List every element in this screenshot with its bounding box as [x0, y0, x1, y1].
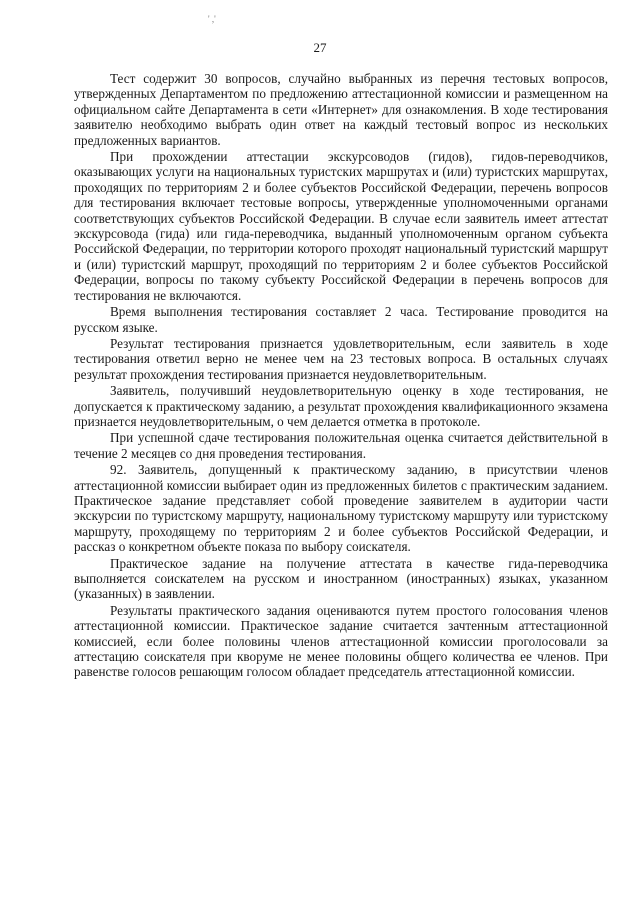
page-number: 27 [313, 40, 327, 55]
paragraph-guide-interpreter-task: Практическое задание на получение аттестата в качестве гида-переводчика выполняется соискателем на русском и иностранном (иностранных) языках, указанном (указанных) в заявлении. [74, 555, 608, 602]
paragraph-result-validity: При успешной сдаче тестирования положительная оценка считается действительной в течение 2 месяцев со дня проведения тестирования. [74, 430, 608, 461]
scan-mark: ' ,' [208, 14, 216, 24]
paragraph-practical-task: 92. Заявитель, допущенный к практическому заданию, в присутствии членов аттестационной комиссии выбирает один из предложенных билетов с практическим заданием. Практическое задание представляет собой проведение заявителем в аудитории части экскурсии по туристскому маршруту, национальному туристскому маршруту или туристскому маршруту, проходящему по территориям 2 и более субъектов Российской Федерации, и рассказ о конкретном объекте показа по выбору соискателя. [74, 462, 608, 555]
paragraph-test-result: Результат тестирования признается удовлетворительным, если заявитель в ходе тестирования ответил верно не менее чем на 23 тестовых вопроса. В остальных случаях результат прохождения тестирования признается неудовлетворительным. [74, 335, 608, 382]
paragraph-attestation-questions: При прохождении аттестации экскурсоводов (гидов), гидов-переводчиков, оказывающих услуги на национальных туристских маршрутах и (или) туристских маршрутах, проходящих по территориям 2 и более субъектов Российской Федерации, перечень вопросов для тестирования включает тестовые вопросы, утвержденные уполномоченными органами соответствующих субъектов Российской Федерации. В случае если заявитель имеет аттестат экскурсовода (гида) или гида-переводчика, выданный уполномоченным органом субъекта Российской Федерации, по территории которого проходят национальный туристский маршрут и (или) туристский маршрут, проходящий по территориям 2 и более субъектов Российской Федерации, вопросы по такому субъекту Российской Федерации в перечень вопросов для тестирования не включаются. [74, 149, 608, 303]
body-text [74, 71, 608, 681]
paragraph-test-duration: Время выполнения тестирования составляет 2 часа. Тестирование проводится на русском языке. [74, 304, 608, 335]
paragraph-voting: Результаты практического задания оцениваются путем простого голосования членов аттестационной комиссии. Практическое задание считается зачтенным аттестационной комиссией, если более половины членов аттестационной комиссии проголосовали за аттестацию соискателя при кворуме не менее половины общего количества ее членов. При равенстве голосов решающим голосом обладает председатель аттестационной комиссии. [74, 602, 608, 680]
paragraph-test-contents: Тест содержит 30 вопросов, случайно выбранных из перечня тестовых вопросов, утвержденных Департаментом по предложению аттестационной комиссии и размещенном на официальном сайте Департамента в сети «Интернет» для ознакомления. В ходе тестирования заявителю необходимо выбрать один ответ на каждый тестовый вопрос из нескольких предложенных вариантов. [74, 71, 608, 148]
paragraph-unsatisfactory-result: Заявитель, получивший неудовлетворительную оценку в ходе тестирования, не допускается к практическому заданию, а результат прохождения квалификационного экзамена признается неудовлетворительным, о чем делается отметка в протоколе. [74, 383, 608, 429]
